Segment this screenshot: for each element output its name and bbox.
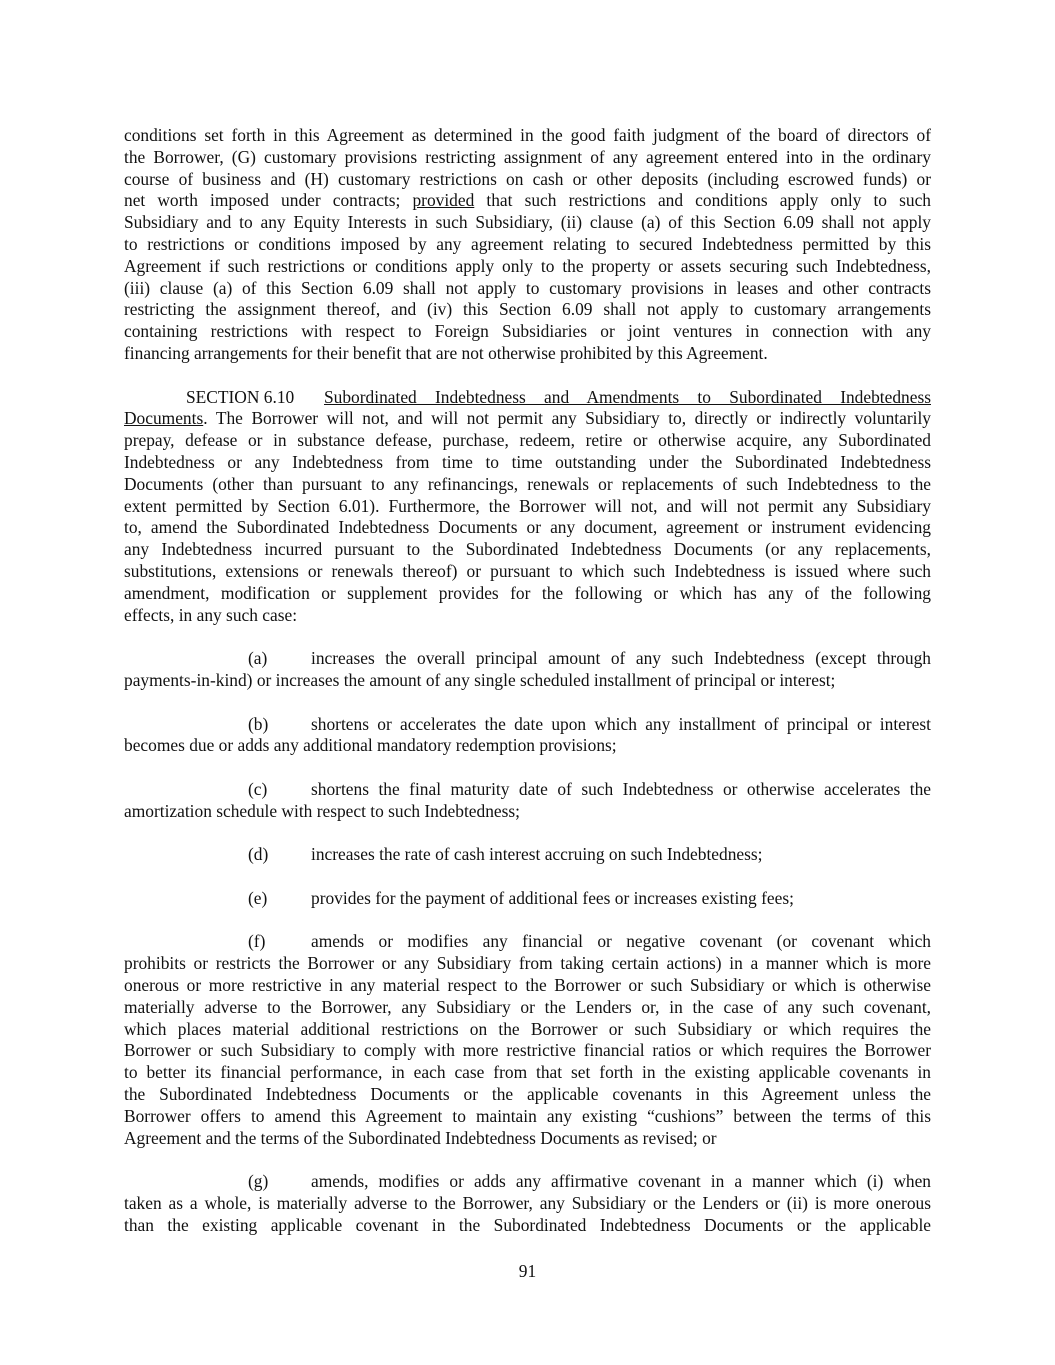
paragraph (124, 125, 931, 365)
text-segment: materially adverse to the Borrower, any Subsidiary or the Lenders or, in the case of any such covenant, (124, 996, 931, 1017)
text-line (124, 212, 931, 234)
text-segment: (iii) clause (a) of this Section 6.09 shall not apply to customary provisions in leases and other contracts (124, 277, 931, 298)
text-segment: prepay, defease or in substance defease, purchase, redeem, retire or otherwise acquire, any Subordinated (124, 430, 931, 451)
text-line (124, 605, 931, 627)
text-line (124, 190, 931, 212)
underlined-text: Subordinated Indebtedness and Amendments to Subordinated Indebtedness (324, 386, 931, 407)
text-line (124, 714, 931, 736)
text-line (124, 256, 931, 278)
text-line (124, 583, 931, 605)
text-segment: . The Borrower will not, and will not permit any Subsidiary to, directly or indirectly voluntarily (203, 408, 931, 429)
text-segment: amendment, modification or supplement provides for the following or which has any of the following (124, 582, 931, 603)
text-line (124, 1084, 931, 1106)
text-segment: Subsidiary and to any Equity Interests in such Subsidiary, (ii) clause (a) of this Section 6.09 shall not apply (124, 212, 931, 233)
text-segment: which places material additional restrictions on the Borrower or such Subsidiary or which requires the (124, 1018, 931, 1039)
section-paragraph (124, 387, 931, 627)
text-line (124, 1215, 931, 1237)
text-segment: than the existing applicable covenant in the Subordinated Indebtedness Documents or the applicable (124, 1214, 931, 1235)
text-line (124, 517, 931, 539)
text-segment: that such restrictions and conditions apply only to such (474, 190, 931, 211)
list-item (124, 1171, 931, 1236)
item-label: (d) (248, 844, 269, 865)
text-segment: provides for the payment of additional fees or increases existing fees; (311, 887, 794, 908)
text-line (124, 539, 931, 561)
text-segment: becomes due or adds any additional mandatory redemption provisions; (124, 735, 617, 756)
text-line (124, 779, 931, 801)
text-line (124, 430, 931, 452)
text-segment: net worth imposed under contracts; (124, 190, 413, 211)
text-segment: increases the overall principal amount of any such Indebtedness (except through (311, 648, 931, 669)
text-line (124, 452, 931, 474)
text-segment: to, amend the Subordinated Indebtedness Documents or any document, agreement or instrument evidencing (124, 517, 931, 538)
text-segment: Indebtedness or any Indebtedness from time to time outstanding under the Subordinated Indebtedness (124, 451, 931, 472)
text-line (124, 1171, 931, 1193)
text-segment: to better its financial performance, in each case from that set forth in the existing applicable covenants in (124, 1062, 931, 1083)
text-segment: payments-in-kind) or increases the amount of any single scheduled installment of principal or interest; (124, 669, 836, 690)
text-line (124, 474, 931, 496)
text-segment: containing restrictions with respect to Foreign Subsidiaries or joint ventures in connection with any (124, 321, 931, 342)
text-segment: increases the rate of cash interest accruing on such Indebtedness; (311, 844, 763, 865)
text-line (124, 1062, 931, 1084)
text-segment: shortens the final maturity date of such Indebtedness or otherwise accelerates the (311, 778, 931, 799)
text-line (124, 1040, 931, 1062)
item-label: (g) (248, 1171, 269, 1192)
list-item (124, 779, 931, 823)
text-line (124, 648, 931, 670)
item-label: (c) (248, 778, 268, 799)
list-item (124, 714, 931, 758)
text-line (124, 343, 931, 365)
text-segment: effects, in any such case: (124, 604, 298, 625)
text-line (124, 1128, 931, 1150)
text-line (124, 997, 931, 1019)
text-line (124, 408, 931, 430)
text-segment: amortization schedule with respect to such Indebtedness; (124, 800, 521, 821)
item-label: (e) (248, 887, 268, 908)
list-item (124, 931, 931, 1149)
item-text (311, 1171, 931, 1193)
text-line (124, 496, 931, 518)
text-segment: the Borrower, (G) customary provisions restricting assignment of any agreement entered into in the ordinary (124, 146, 931, 167)
item-text (311, 779, 931, 801)
text-line (124, 1019, 931, 1041)
text-segment: Agreement if such restrictions or conditions apply only to the property or assets securing such Indebtedness, (124, 255, 931, 276)
list-item (124, 648, 931, 692)
item-text (311, 931, 931, 953)
text-segment: conditions set forth in this Agreement as determined in the good faith judgment of the board of directors of (124, 125, 931, 145)
list-item (124, 888, 931, 910)
document-body (124, 125, 931, 1258)
text-segment: amends, modifies or adds any affirmative covenant in a manner which (i) when (311, 1171, 931, 1192)
text-line (124, 321, 931, 343)
text-line (124, 953, 931, 975)
text-segment: Borrower or such Subsidiary to comply with more restrictive financial ratios or which requires the Borrower (124, 1040, 931, 1061)
text-line (124, 888, 931, 910)
list-item (124, 844, 931, 866)
text-segment: prohibits or restricts the Borrower or any Subsidiary from taking certain actions) in a manner which is more (124, 953, 931, 974)
underlined-text: provided (412, 190, 475, 211)
text-segment: Borrower offers to amend this Agreement to maintain any existing “cushions” between the terms of this (124, 1105, 931, 1126)
text-line (124, 125, 931, 147)
text-line (124, 670, 931, 692)
text-line (124, 735, 931, 757)
text-segment: taken as a whole, is materially adverse to the Borrower, any Subsidiary or the Lenders or (ii) is more onerous (124, 1193, 931, 1214)
text-line (124, 299, 931, 321)
text-line (124, 801, 931, 823)
underlined-text: Documents (124, 408, 204, 429)
text-line (124, 278, 931, 300)
text-line (124, 844, 931, 866)
text-segment: onerous or more restrictive in any material respect to the Borrower or such Subsidiary or which is otherwise (124, 975, 931, 996)
item-label: (f) (248, 931, 266, 952)
item-text (311, 648, 931, 670)
text-line (124, 1106, 931, 1128)
item-text (311, 844, 931, 866)
item-text (311, 714, 931, 736)
page-number: 91 (518, 1261, 537, 1281)
text-line (124, 975, 931, 997)
text-segment: restricting the assignment thereof, and (iv) this Section 6.09 shall not apply to customary arrangements (124, 299, 931, 320)
text-line (124, 169, 931, 191)
text-segment: to restrictions or conditions imposed by any agreement relating to secured Indebtedness permitted by this (124, 233, 931, 254)
section-number: SECTION 6.10 (186, 386, 295, 407)
text-segment: financing arrangements for their benefit that are not otherwise prohibited by this Agreement. (124, 342, 768, 363)
text-line (124, 931, 931, 953)
text-line (124, 387, 931, 409)
text-line (124, 147, 931, 169)
item-text (311, 888, 931, 910)
text-segment: Documents (other than pursuant to any refinancings, renewals or replacements of such Indebtedness to the (124, 473, 931, 494)
text-segment: extent permitted by Section 6.01). Furthermore, the Borrower will not, and will not permit any Subsidiary (124, 495, 931, 516)
item-label: (a) (248, 648, 268, 669)
item-label: (b) (248, 713, 269, 734)
text-segment: any Indebtedness incurred pursuant to the Subordinated Indebtedness Documents (or any replacements, (124, 539, 931, 560)
text-line (124, 1193, 931, 1215)
text-segment: course of business and (H) customary restrictions on cash or other deposits (including escrowed funds) or (124, 168, 931, 189)
text-line (124, 561, 931, 583)
text-segment: the Subordinated Indebtedness Documents or the applicable covenants in this Agreement unless the (124, 1084, 931, 1105)
text-segment: amends or modifies any financial or negative covenant (or covenant which (311, 931, 931, 952)
text-segment: substitutions, extensions or renewals thereof) or pursuant to which such Indebtedness is issued where such (124, 560, 931, 581)
text-segment: shortens or accelerates the date upon which any installment of principal or interest (311, 713, 931, 734)
text-line (124, 234, 931, 256)
text-segment: Agreement and the terms of the Subordinated Indebtedness Documents as revised; or (124, 1127, 717, 1148)
